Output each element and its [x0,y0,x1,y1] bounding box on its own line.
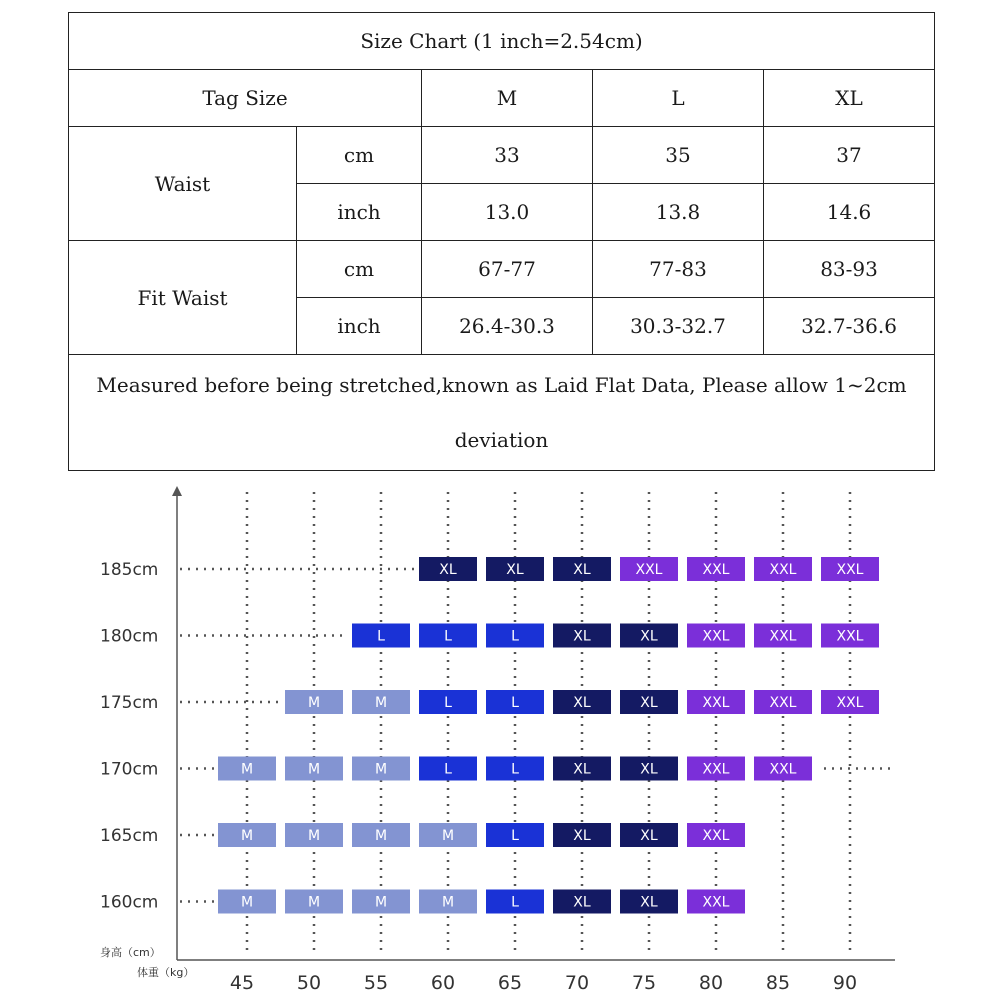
size-box-label: XL [573,562,591,578]
size-box-label: XXL [769,628,797,645]
size-box-label: XXL [836,628,864,645]
size-box-label: L [511,828,519,844]
size-box-label: XXL [702,761,730,778]
table-cell: 67-77 [422,241,593,298]
height-tick-label: 175cm [100,693,159,713]
weight-tick-label: 80 [698,972,724,994]
size-box-label: M [374,695,388,711]
fit-waist-label: Fit Waist [69,241,297,355]
size-box-label: M [240,761,254,778]
size-box-label: M [240,894,254,911]
size-box-label: XXL [769,761,797,778]
weight-tick-label: 60 [430,972,456,994]
size-box-label: XL [640,761,658,778]
size-box-label: M [374,828,388,844]
size-box-label: XL [573,761,591,778]
unit-label: inch [297,184,422,241]
weight-tick-label: 75 [631,972,657,994]
tag-size-row [69,70,935,127]
size-box-label: M [307,828,321,844]
measurement-note: Measured before being stretched,known as Laid Flat Data, Please allow 1~2cm deviation [69,355,935,471]
height-tick-label: 170cm [100,759,159,780]
note-row [69,355,935,471]
fit-waist-cm-row [69,241,935,298]
size-box-label: L [511,761,519,778]
size-box-label: L [377,628,385,645]
size-box-label: M [441,828,455,844]
size-box-label: XL [573,894,591,911]
size-box-label: XXL [702,894,730,911]
waist-label: Waist [69,127,297,241]
weight-tick-label: 90 [832,972,858,994]
size-box-label: M [441,894,455,911]
size-box-label: L [511,628,519,645]
size-box-label: XL [640,828,658,844]
size-box-label: L [444,761,452,778]
size-box-label: L [444,695,452,711]
size-box-label: M [307,695,321,711]
unit-label: inch [297,298,422,355]
size-box-label: XL [640,628,658,645]
size-box-label: XXL [702,695,730,711]
size-chart-table [68,12,935,471]
table-cell: 14.6 [764,184,935,241]
size-box-label: XXL [702,828,730,844]
weight-tick-label: 50 [296,972,322,994]
size-box-label: XL [640,894,658,911]
height-tick-label: 160cm [100,892,159,913]
table-cell: 77-83 [593,241,764,298]
size-box-label: M [307,894,321,911]
size-box-label: XXL [769,695,797,711]
table-cell: 35 [593,127,764,184]
size-chart-title: Size Chart (1 inch=2.54cm) [69,13,935,70]
height-tick-label: 180cm [100,626,159,647]
size-box-label: XL [640,695,658,711]
unit-label: cm [297,127,422,184]
size-box-label: L [511,894,519,911]
size-box-label: XXL [836,562,864,578]
weight-tick-label: 85 [765,972,791,994]
table-cell: 33 [422,127,593,184]
size-box-label: M [307,761,321,778]
size-box-label: XXL [702,628,730,645]
x-axis-title: 体重（kg） [137,966,195,979]
tag-size-label: Tag Size [69,70,422,127]
size-box-label: XXL [702,562,730,578]
size-box-label: XL [573,695,591,711]
y-axis-title: 身高（cm） [100,946,161,959]
waist-cm-row [69,127,935,184]
size-box-label: L [511,695,519,711]
size-box-label: L [444,628,452,645]
size-box-label: XL [506,562,524,578]
size-box-label: XL [573,628,591,645]
size-box-label: M [240,828,254,844]
size-box-label: XL [573,828,591,844]
table-cell: 37 [764,127,935,184]
table-cell: 32.7-36.6 [764,298,935,355]
size-header-m: M [422,70,593,127]
size-box-label: XXL [836,695,864,711]
height-tick-label: 185cm [100,560,159,580]
table-cell: 30.3-32.7 [593,298,764,355]
table-cell: 13.0 [422,184,593,241]
size-header-l: L [593,70,764,127]
table-cell: 83-93 [764,241,935,298]
weight-tick-label: 55 [363,972,389,994]
weight-tick-label: 65 [497,972,523,994]
size-box-label: XL [439,562,457,578]
height-tick-label: 165cm [100,826,159,846]
y-axis-arrow [172,486,182,496]
size-box-label: XXL [769,562,797,578]
unit-label: cm [297,241,422,298]
title-row [69,13,935,70]
size-box-label: M [374,761,388,778]
size-box-label: M [374,894,388,911]
weight-tick-label: 70 [564,972,590,994]
table-cell: 26.4-30.3 [422,298,593,355]
height-weight-size-grid [0,480,1000,1000]
size-box-label: XXL [635,562,663,578]
size-header-xl: XL [764,70,935,127]
weight-tick-label: 45 [229,972,255,994]
table-cell: 13.8 [593,184,764,241]
